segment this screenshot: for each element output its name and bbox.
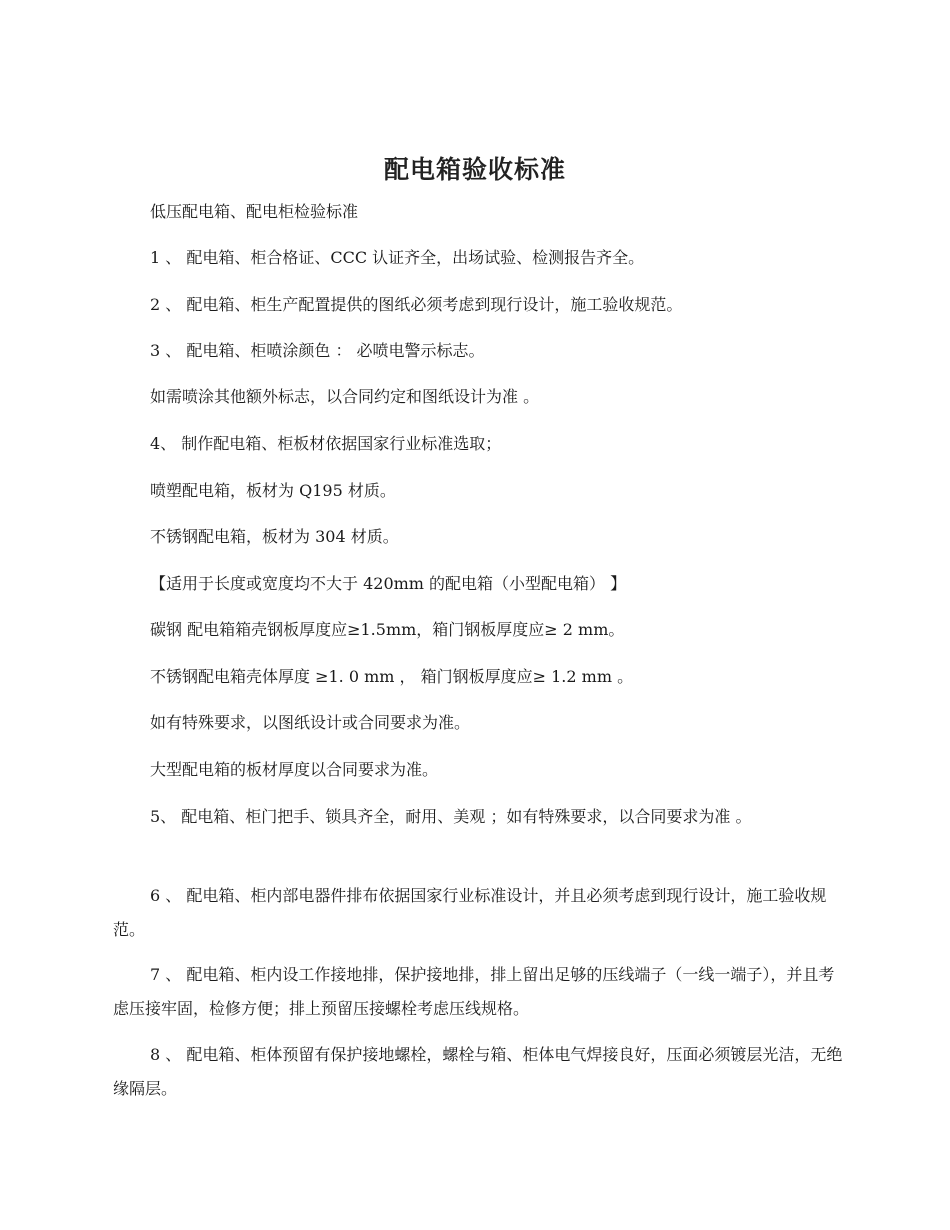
paragraph-3: 2 、 配电箱、柜生产配置提供的图纸必须考虑到现行设计，施工验收规范。 [150,295,683,314]
paragraph-1: 低压配电箱、配电柜检验标准 [150,202,359,221]
paragraph-7: 喷塑配电箱，板材为 Q195 材质。 [150,481,396,500]
paragraph-15: 6 、 配电箱、柜内部电器件排布依据国家行业标准设计，并且必须考虑到现行设计，施工验收规范。 [113,886,827,939]
paragraph-17: 8 、 配电箱、柜体预留有保护接地螺栓，螺栓与箱、柜体电气焊接良好，压面必须镀层光洁，无绝缘隔层。 [113,1045,843,1098]
paragraph-6: 4、 制作配电箱、柜板材依据国家行业标准选取； [150,434,502,453]
paragraph-8: 不锈钢配电箱，板材为 304 材质。 [150,527,399,546]
paragraph-11: 不锈钢配电箱壳体厚度 ≥1. 0 mm ， 箱门钢板厚度应≥ 1.2 mm 。 [150,667,634,686]
paragraph-16: 7 、 配电箱、柜内设工作接地排，保护接地排，排上留出足够的压线端子（一线一端子），并且考虑压接牢固，检修方便；排上预留压接螺栓考虑压线规格。 [113,965,835,1018]
paragraph-5: 如需喷涂其他额外标志，以合同约定和图纸设计为准 。 [150,387,540,406]
paragraph-4: 3 、 配电箱、柜喷涂颜色 ： 必喷电警示标志。 [150,341,485,360]
paragraph-9: 【适用于长度或宽度均不大于 420mm 的配电箱（小型配电箱） 】 [150,574,627,593]
paragraph-2: 1 、 配电箱、柜合格证、CCC 认证齐全，出场试验、检测报告齐全。 [150,248,645,267]
paragraph-13: 大型配电箱的板材厚度以合同要求为准。 [150,760,439,779]
paragraph-10: 碳钢 配电箱箱壳钢板厚度应≥1.5mm，箱门钢板厚度应≥ 2 mm。 [150,620,625,639]
paragraph-12: 如有特殊要求，以图纸设计或合同要求为准。 [150,713,471,732]
page-title: 配电箱验收标准 [383,155,566,184]
paragraph-14: 5、 配电箱、柜门把手、锁具齐全，耐用、美观 ；如有特殊要求，以合同要求为准 。 [150,807,752,826]
